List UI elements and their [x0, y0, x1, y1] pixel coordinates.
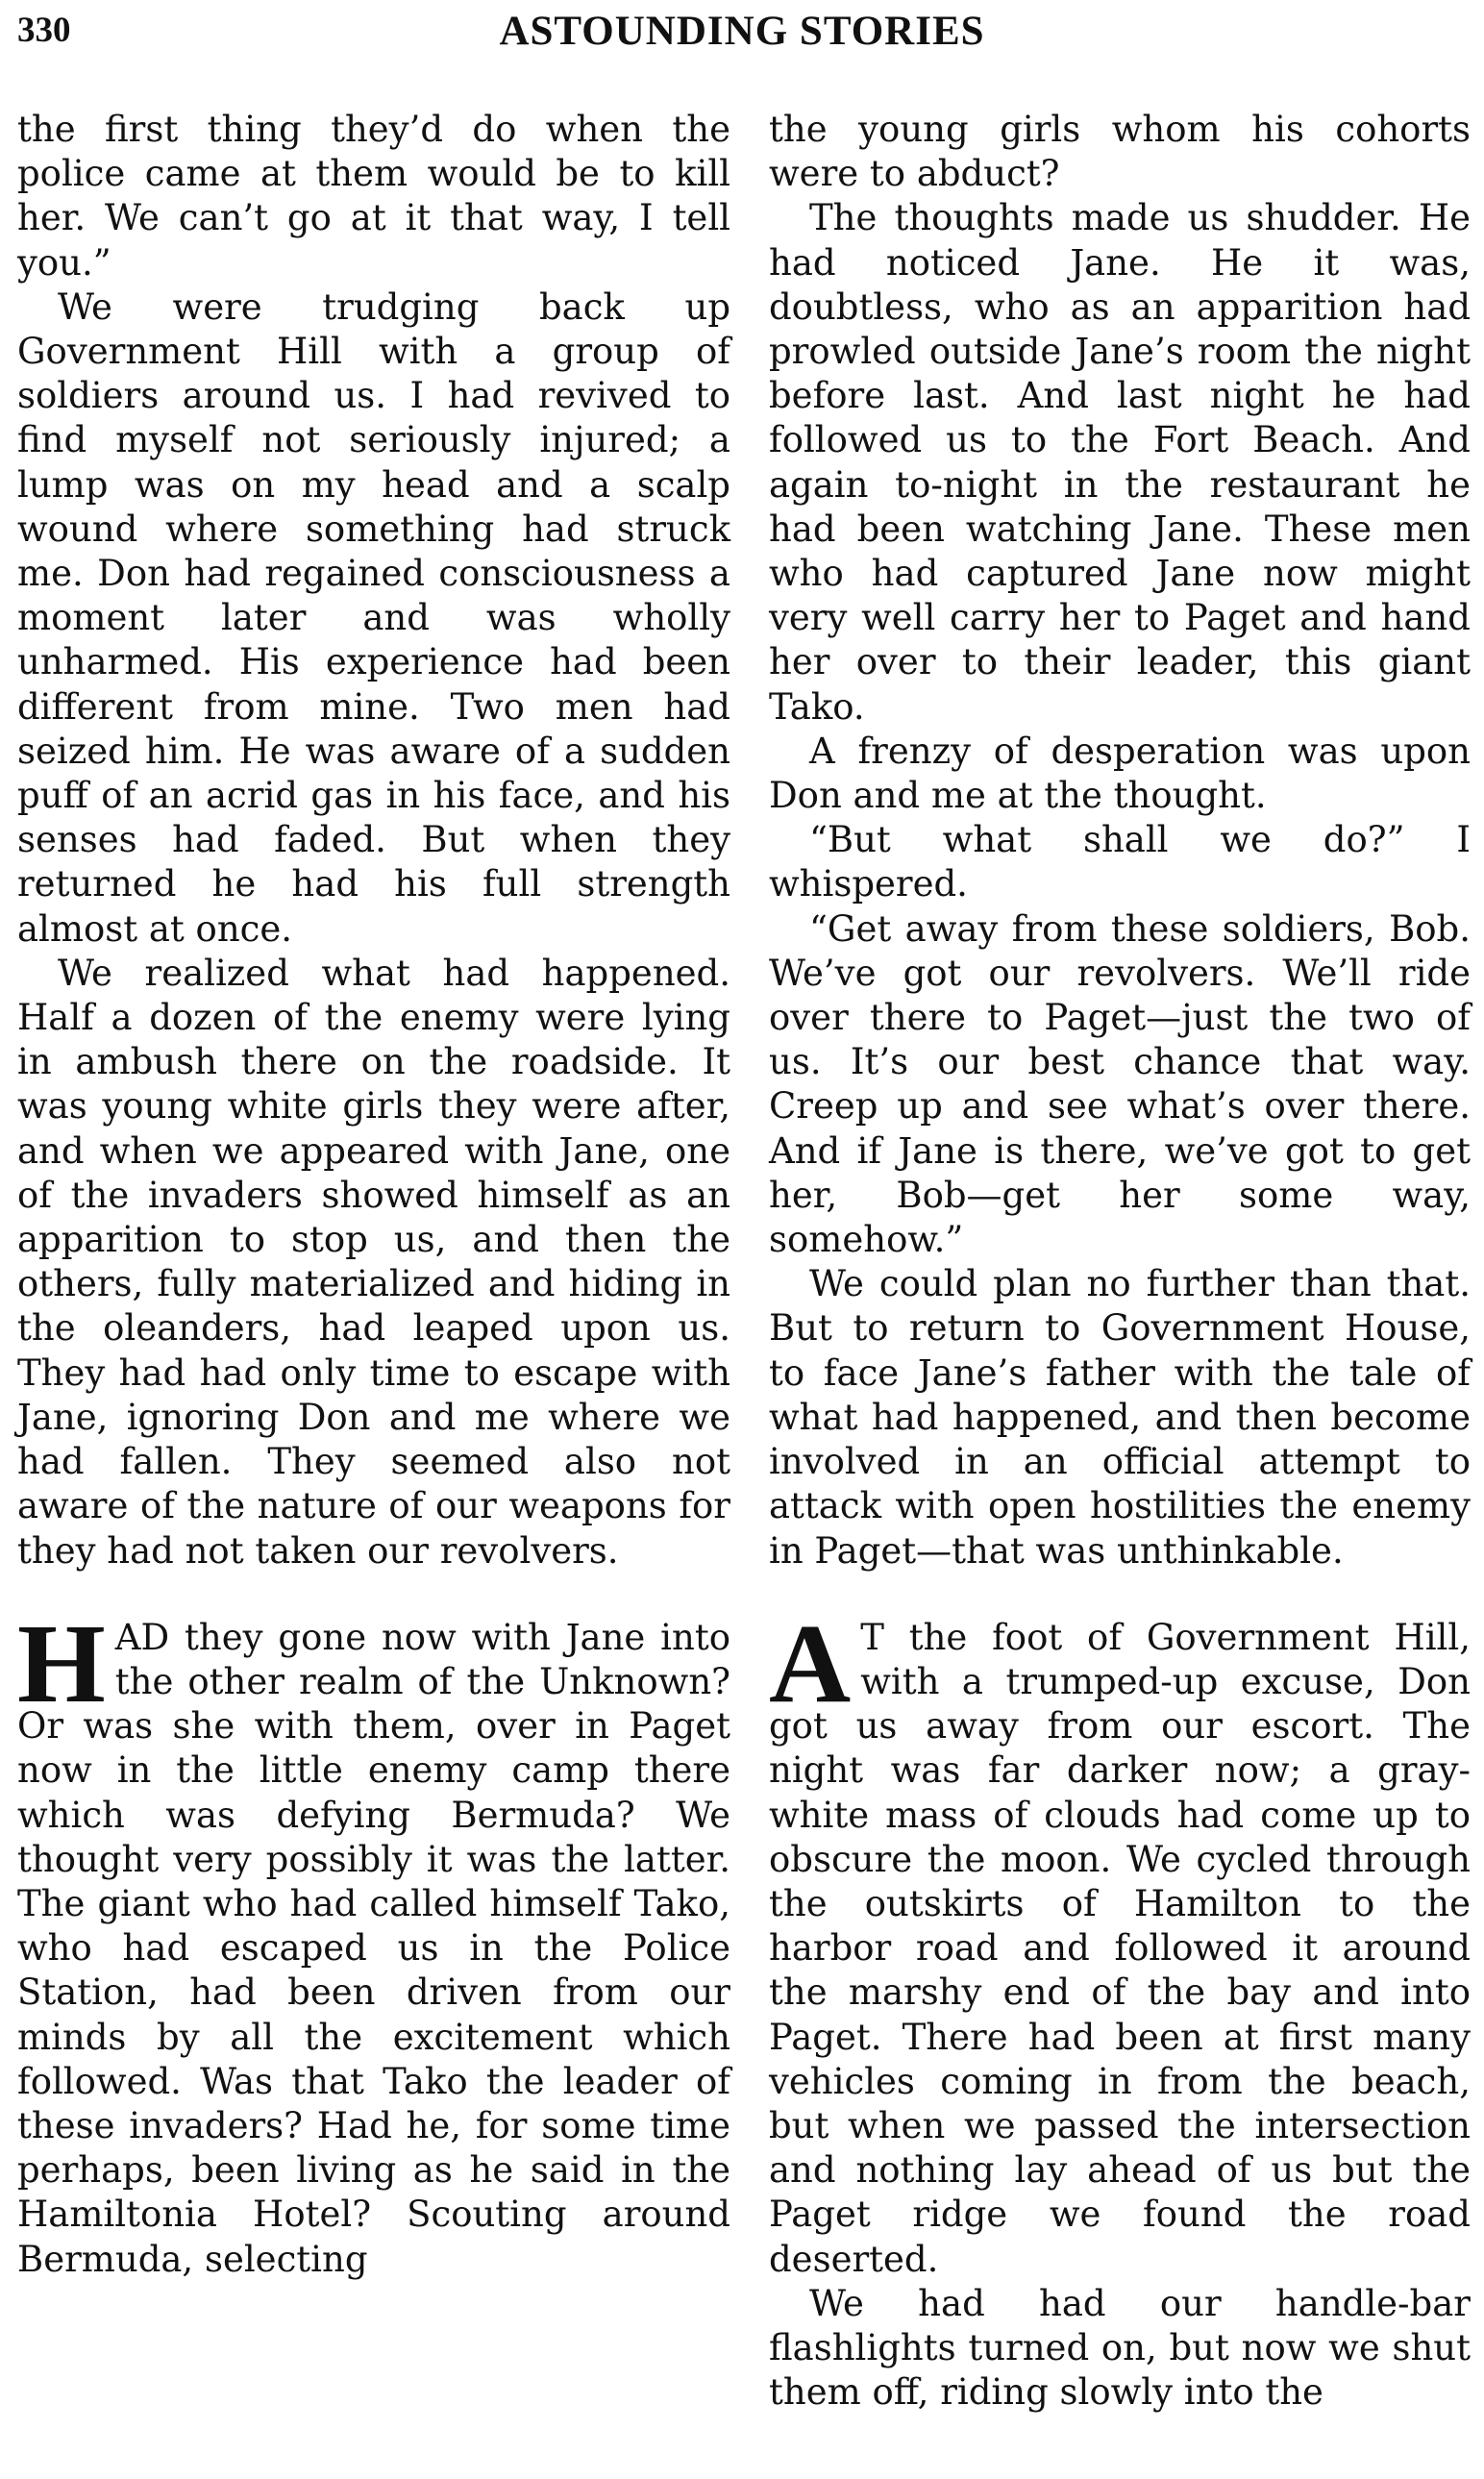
paragraph: We could plan no further than that. But to return to Government House, to face Jane’s father with the tale of what had happened, and then become involved in an official attempt to attack with open hostilities the enemy in Paget—that was unthinkable. — [769, 1263, 1471, 1572]
paragraph: We realized what had happened. Half a dozen of the enemy were lying in ambush there on the roadside. It was young white girls they were after, and when we appeared with Jane, one of the invaders showed himself as an apparition to stop us, and then the others, fully materialized and hiding in the oleanders, had leaped upon us. They had had only time to escape with Jane, ignoring Don and me where we had fallen. They seemed also not aware of the nature of our weapons for they had not taken our revolvers. — [17, 952, 730, 1572]
paragraph: “Get away from these soldiers, Bob. We’ve got our revolvers. We’ll ride over there to Paget—just the two of us. It’s our best chance that way. Creep up and see what’s over there. And if Jane is there, we’ve got to get her, Bob—get her some way, somehow.” — [769, 907, 1471, 1261]
paragraph-text: AD they gone now with Jane into the other realm of the Unknown? Or was she with them, over in Paget now in the little enemy camp there which was defying Bermuda? We thought very possibly it was the latter. The giant who had called himself Tako, who had escaped us in the Police Station, had been driven from our minds by all the excitement which followed. Was that Tako the leader of these invaders? Had he, for some time perhaps, been living as he said in the Hamiltonia Hotel? Scouting around Bermuda, selecting — [17, 1616, 730, 2280]
paragraph-with-dropcap — [17, 1599, 730, 2282]
paragraph: We were trudging back up Government Hill with a group of soldiers around us. I had revived to find myself not seriously injured; a lump was on my head and a scalp wound where something had struck me. Don had regained consciousness a moment later and was wholly unharmed. His experience had been different from mine. Two men had seized him. He was aware of a sudden puff of an acrid gas in his face, and his senses had faded. But when they returned he had his full strength almost at once. — [17, 285, 730, 950]
paragraph: A frenzy of desperation was upon Don and me at the thought. — [769, 730, 1471, 817]
running-title: ASTOUNDING STORIES — [499, 9, 985, 54]
right-column — [769, 108, 1471, 2415]
paragraph-text: T the foot of Government Hill, with a trumped-up excuse, Don got us away from our escort. The night was far darker now; a gray-white mass of clouds had come up to obscure the moon. We cycled through the outskirts of Hamilton to the harbor road and followed it around the marshy end of the bay and into Paget. There had been at first many vehicles coming in from the beach, but when we passed the intersection and nothing lay ahead of us but the Paget ridge we found the road deserted. — [769, 1616, 1471, 2280]
drop-cap: A — [769, 1599, 852, 1726]
paragraph-with-dropcap — [769, 1599, 1471, 2282]
paragraph: We had had our handle-bar flashlights turned on, but now we shut them off, riding slowly into the — [769, 2282, 1471, 2414]
paragraph: the first thing they’d do when the police came at them would be to kill her. We can’t go at it that way, I tell you.” — [17, 109, 730, 284]
drop-cap: H — [17, 1599, 106, 1726]
left-column — [17, 108, 730, 2282]
paragraph: “But what shall we do?” I whispered. — [769, 819, 1471, 905]
paragraph: The thoughts made us shudder. He had noticed Jane. He it was, doubtless, who as an apparition had prowled outside Jane’s room the night before last. And last night he had followed us to the Fort Beach. And again to-night in the restaurant he had been watching Jane. These men who had captured Jane now might very well carry her to Paget and hand her over to their leader, this giant Tako. — [769, 197, 1471, 728]
paragraph: the young girls whom his cohorts were to abduct? — [769, 109, 1471, 195]
page-number: 330 — [17, 11, 71, 50]
page-header — [0, 0, 1484, 60]
